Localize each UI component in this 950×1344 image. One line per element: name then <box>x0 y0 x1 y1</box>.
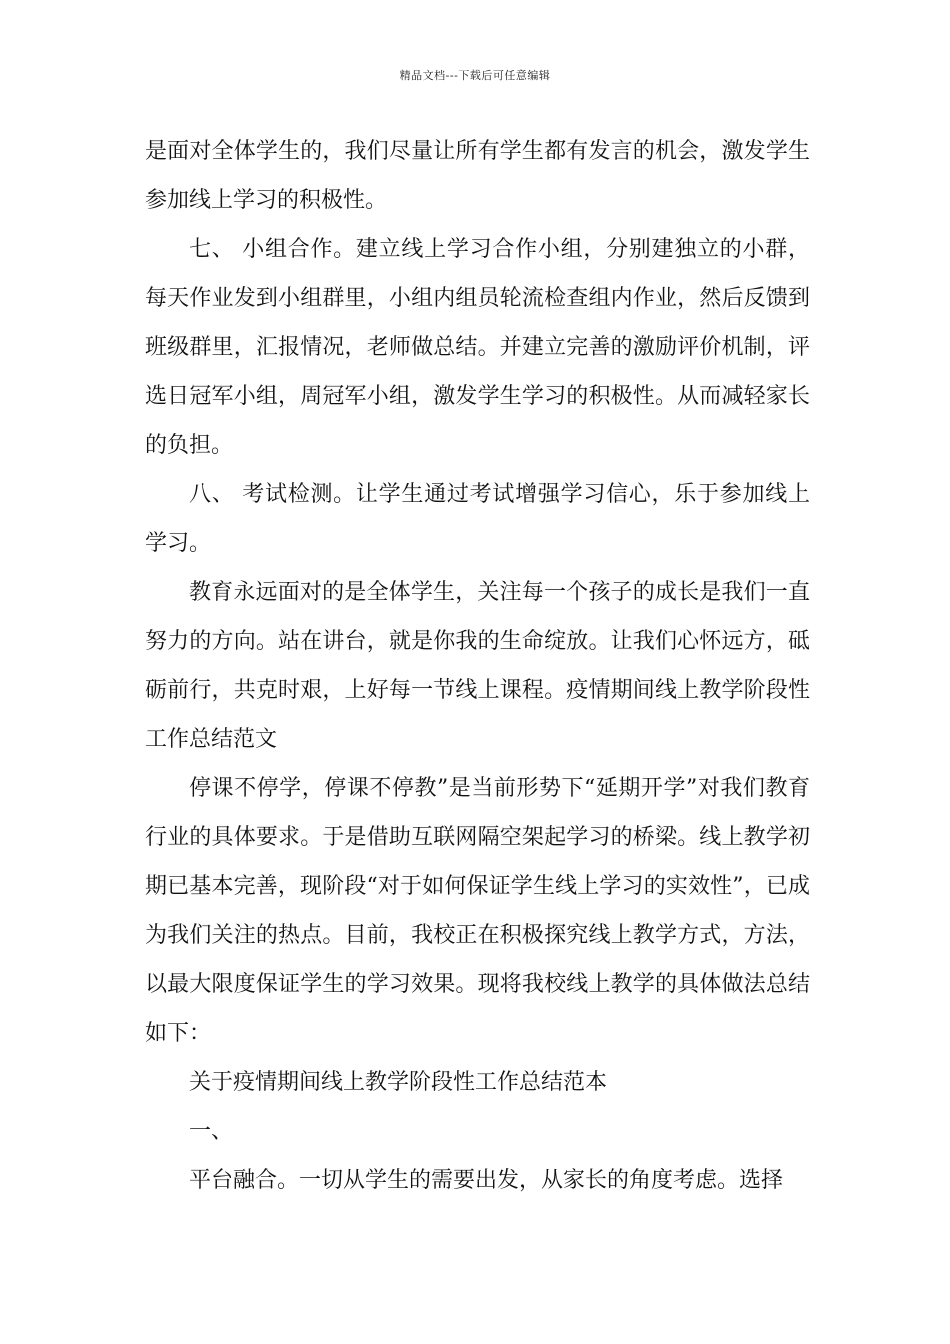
paragraph: 停课不停学，停课不停教”是当前形势下“延期开学”对我们教育行业的具体要求。于是借助互联网隔空架起学习的桥梁。线上教学初期已基本完善，现阶段“对于如何保证学生线上学习的实效性”，已成为我们关注的热点。目前，我校正在积极探究线上教学方式，方法，以最大限度保证学生的学习效果。现将我校线上教学的具体做法总结如下： <box>145 776 810 1046</box>
paragraph: 八、 考试检测。让学生通过考试增强学习信心，乐于参加线上学习。 <box>145 482 810 556</box>
paragraph: 教育永远面对的是全体学生，关注每一个孩子的成长是我们一直努力的方向。站在讲台，就是你我的生命绽放。让我们心怀远方，砥砺前行，共克时艰，上好每一节线上课程。疫情期间线上教学阶段性工作总结范文 <box>145 580 810 752</box>
paragraph: 平台融合。一切从学生的需要出发，从家长的角度考虑。选择 <box>189 1168 784 1193</box>
paragraph: 关于疫情期间线上教学阶段性工作总结范本 <box>189 1070 608 1095</box>
paragraph: 七、 小组合作。建立线上学习合作小组，分别建独立的小群，每天作业发到小组群里，小组内组员轮流检查组内作业，然后反馈到班级群里，汇报情况，老师做总结。并建立完善的激励评价机制，评选日冠军小组，周冠军小组，激发学生学习的积极性。从而减轻家长的负担。 <box>145 237 810 458</box>
document-body <box>145 127 810 1205</box>
paragraph: 是面对全体学生的，我们尽量让所有学生都有发言的机会，激发学生参加线上学习的积极性。 <box>145 139 810 213</box>
page-header: 精品文档---下载后可任意编辑 <box>399 69 551 82</box>
paragraph: 一、 <box>189 1119 234 1144</box>
